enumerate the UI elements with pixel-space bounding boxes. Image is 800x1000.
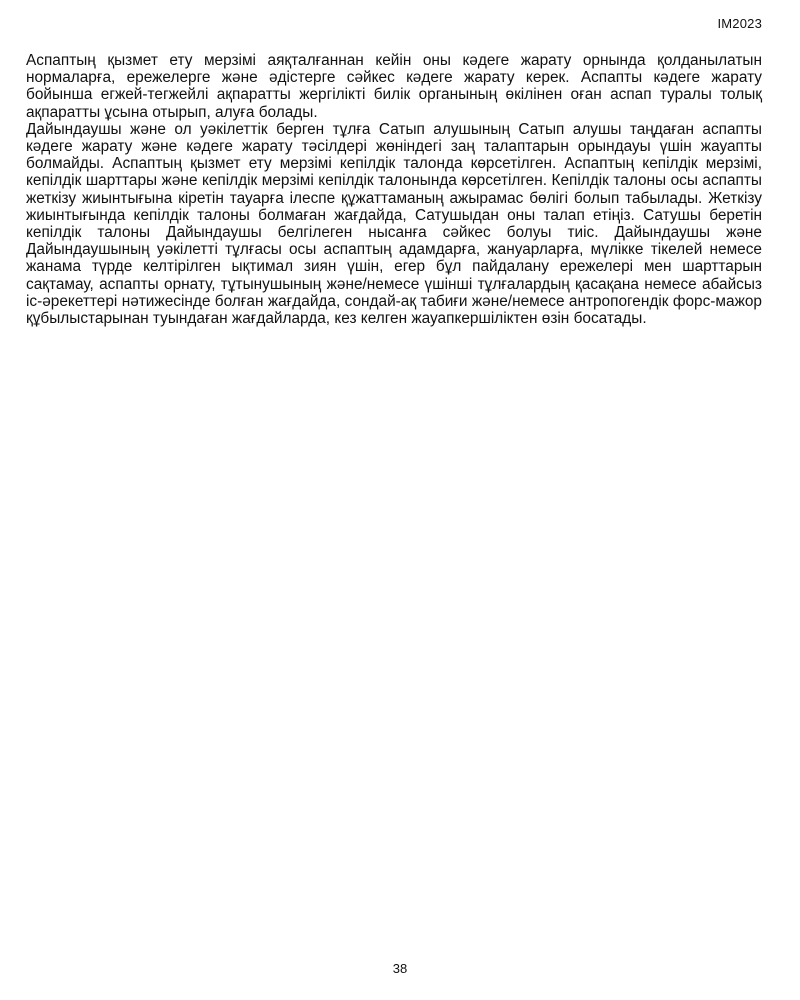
paragraph-disposal: Аспаптың қызмет ету мерзімі аяқталғаннан кейін оны кәдеге жарату орнында қолданылатын нормаларға, ережелерге және әдістерге сәйкес кәдеге жарату керек. Аспапты кәдеге жарату бойынша егжей-тегжейлі ақпаратты жергілікті билік органының өкілінен оған аспап туралы толық ақпаратты ұсына отырып, алуға болады.: [26, 52, 762, 121]
model-number-header: IM2023: [717, 16, 762, 31]
document-body: [26, 52, 762, 327]
paragraph-warranty: Дайындаушы және ол уәкілеттік берген тұлға Сатып алушының Сатып алушы таңдаған аспапты кәдеге жарату және кәдеге жарату тәсілдері жөніндегі заң талаптарын орындауы үшін жауапты болмайды. Аспаптың қызмет ету мерзімі кепілдік талонда көрсетілген. Аспаптың кепілдік мерзімі, кепілдік шарттары және кепілдік мерзімі кепілдік талонында көрсетілген. Кепілдік талоны осы аспапты жеткізу жиынтығына кіретін тауарға ілеспе құжаттаманың ажырамас бөлігі болып табылады. Жеткізу жиынтығында кепілдік талоны болмаған жағдайда, Сатушыдан оны талап етіңіз. Сатушы беретін кепілдік талоны Дайындаушы белгілеген нысанға сәйкес болуы тиіс. Дайындаушы және Дайындаушының уәкілетті тұлғасы осы аспаптың адамдарға, жануарларға, мүлікке тікелей немесе жанама түрде келтірілген ықтимал зиян үшін, егер бұл пайдалану ережелері мен шарттарын сақтамау, аспапты орнату, тұтынушының және/немесе үшінші тұлғалардың қасақана немесе абайсыз іс-әрекеттері нәтижесінде болған жағдайда, сондай-ақ табиғи және/немесе антропогендік форс-мажор құбылыстарынан туындаған жағдайларда, кез келген жауапкершіліктен өзін босатады.: [26, 120, 762, 328]
page-number: 38: [392, 961, 408, 976]
